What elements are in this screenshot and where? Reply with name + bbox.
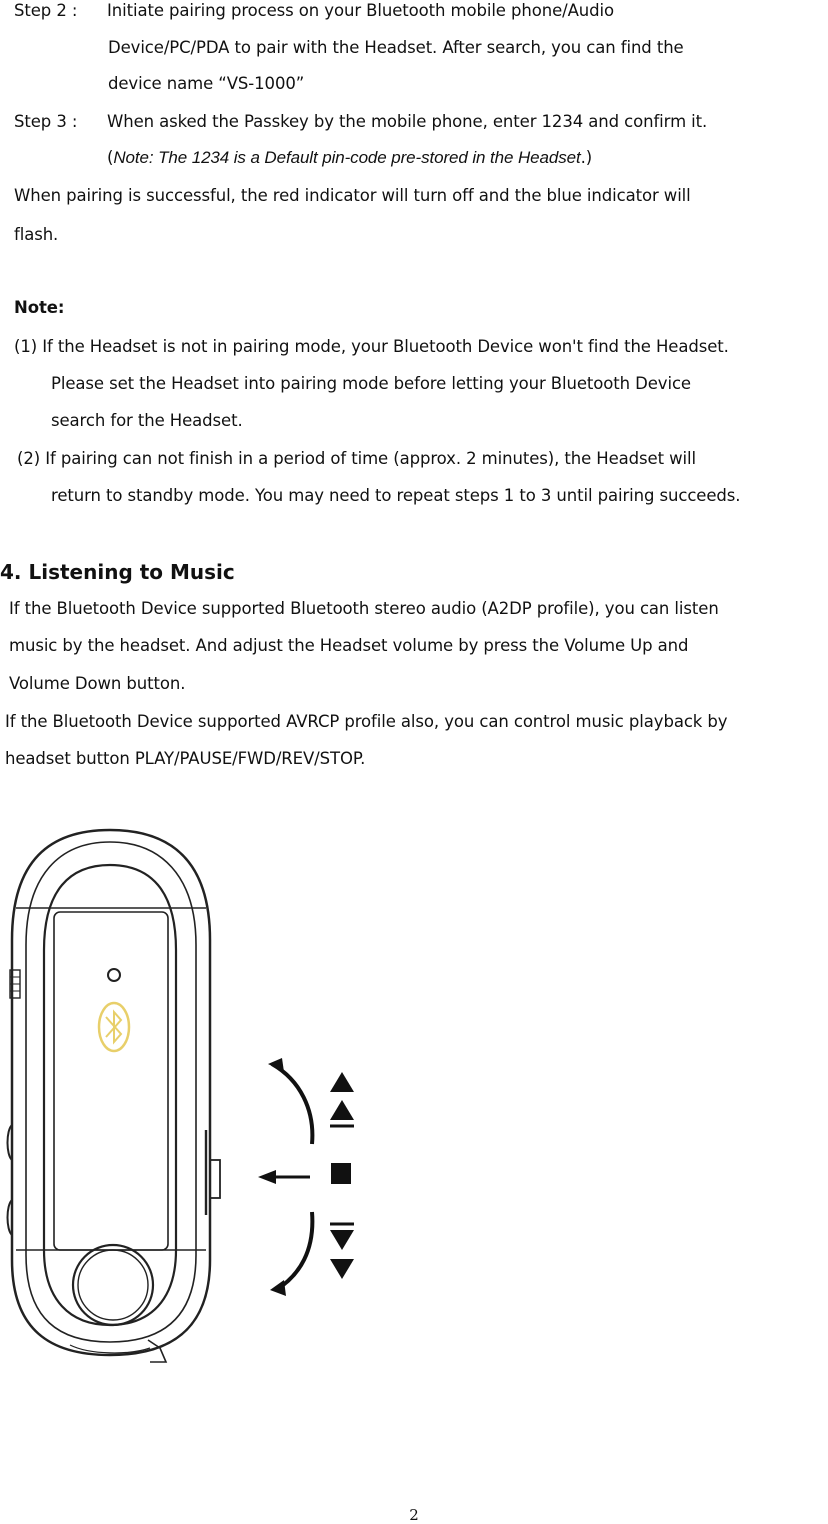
step3-label: Step 3 : — [14, 112, 78, 131]
note-item1-line3: search for the Headset. — [51, 411, 243, 430]
reverse-icon — [330, 1224, 354, 1250]
section4-p2-line1: If the Bluetooth Device supported AVRCP profile also, you can control music playback by — [5, 712, 728, 731]
control-arrows — [258, 1058, 312, 1296]
section4-p1-line1: If the Bluetooth Device supported Bluetooth stereo audio (A2DP profile), you can listen — [9, 599, 719, 618]
step3-line1: When asked the Passkey by the mobile phone, enter 1234 and confirm it. — [107, 112, 708, 131]
step3-note-close: .) — [580, 148, 593, 167]
section4-p2-line2: headset button PLAY/PAUSE/FWD/REV/STOP. — [5, 749, 366, 768]
section4-title: 4. Listening to Music — [0, 560, 235, 584]
note-title: Note: — [14, 298, 65, 317]
note-item2-line1: (2) If pairing can not finish in a period of time (approx. 2 minutes), the Headset will — [17, 449, 696, 468]
volume-down-icon — [330, 1259, 354, 1279]
stop-icon — [331, 1163, 351, 1184]
pairing-success-line1: When pairing is successful, the red indicator will turn off and the blue indicator will — [14, 186, 691, 205]
note-item2-line2: return to standby mode. You may need to repeat steps 1 to 3 until pairing succeeds. — [51, 486, 741, 505]
section4-p1-line2: music by the headset. And adjust the Headset volume by press the Volume Up and — [9, 636, 689, 655]
forward-icon — [330, 1100, 354, 1126]
page-number: 2 — [409, 1506, 419, 1524]
note-item1-line1: (1) If the Headset is not in pairing mode, your Bluetooth Device won't find the Headset. — [14, 337, 729, 356]
volume-up-icon — [330, 1072, 354, 1092]
step3-note — [107, 147, 592, 169]
step2-line1: Initiate pairing process on your Bluetooth mobile phone/Audio — [107, 1, 614, 20]
step3-note-text: Note: The 1234 is a Default pin-code pre-stored in the Headset — [113, 148, 581, 167]
pairing-success-line2: flash. — [14, 225, 59, 244]
step2-line3: device name “VS-1000” — [108, 74, 305, 93]
note-item1-line2: Please set the Headset into pairing mode before letting your Bluetooth Device — [51, 374, 691, 393]
step2-label: Step 2 : — [14, 1, 78, 20]
bluetooth-icon — [99, 1003, 129, 1051]
section4-p1-line3: Volume Down button. — [9, 674, 186, 693]
step3-note-open: ( — [107, 148, 114, 167]
step2-line2: Device/PC/PDA to pair with the Headset. After search, you can find the — [108, 38, 684, 57]
headset-illustration — [0, 820, 380, 1380]
